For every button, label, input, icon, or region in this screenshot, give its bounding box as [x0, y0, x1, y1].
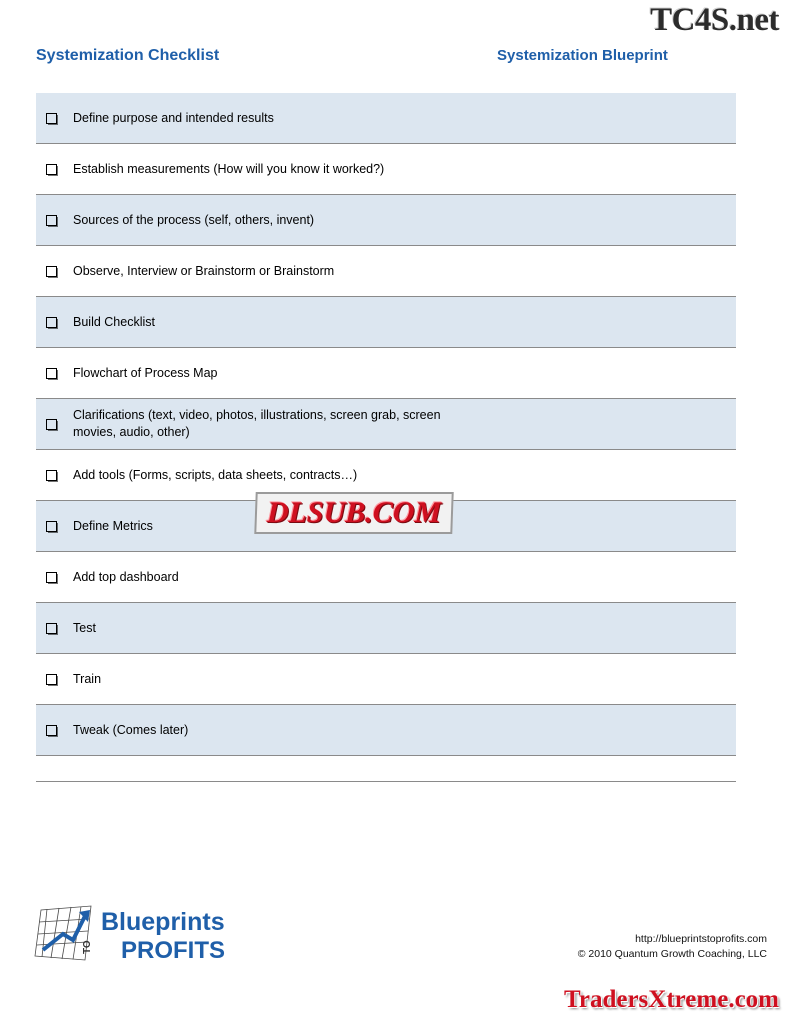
footer-copyright: © 2010 Quantum Growth Coaching, LLC [577, 948, 767, 960]
checklist-item-label: Test [73, 620, 96, 635]
table-row[interactable] [36, 93, 736, 144]
checklist-item-label: Observe, Interview or Brainstorm or Brainstorm [73, 263, 335, 278]
blueprint-cell[interactable] [459, 603, 736, 654]
checklist-item-label: Define purpose and intended results [73, 110, 274, 125]
table-row[interactable] [36, 246, 736, 297]
logo [33, 898, 258, 968]
checkbox-icon[interactable] [46, 164, 57, 175]
table-bottom-rule [36, 781, 736, 782]
checklist-item-label: Add tools (Forms, scripts, data sheets, contracts…) [73, 467, 358, 482]
blueprint-cell[interactable] [459, 144, 736, 195]
checklist-item-cell[interactable] [36, 705, 459, 756]
blueprint-cell[interactable] [459, 705, 736, 756]
checklist-item-cell[interactable] [36, 297, 459, 348]
table-row[interactable] [36, 654, 736, 705]
checkbox-icon[interactable] [46, 572, 57, 583]
checklist-table [36, 93, 736, 756]
checklist-item-cell[interactable] [36, 93, 459, 144]
checkbox-icon[interactable] [46, 470, 57, 481]
blueprint-cell[interactable] [459, 501, 736, 552]
svg-text:PROFITS: PROFITS [121, 937, 226, 964]
checkbox-icon[interactable] [46, 419, 57, 430]
checklist-item-cell[interactable] [36, 144, 459, 195]
page-title-left: Systemization Checklist [36, 47, 220, 64]
checkbox-icon[interactable] [46, 521, 57, 532]
blueprint-cell[interactable] [459, 297, 736, 348]
checklist-item-cell[interactable] [36, 399, 459, 450]
center-watermark: DLSUB.COM [254, 492, 454, 534]
checklist-item-label: Define Metrics [73, 518, 153, 533]
checklist-item-cell[interactable] [36, 603, 459, 654]
blueprint-cell[interactable] [459, 93, 736, 144]
checkbox-icon[interactable] [46, 215, 57, 226]
blueprint-cell[interactable] [459, 552, 736, 603]
checklist-item-label: Sources of the process (self, others, invent) [73, 212, 315, 227]
blueprint-cell[interactable] [459, 348, 736, 399]
checklist-item-cell[interactable] [36, 246, 459, 297]
bottom-watermark: TradersXtreme.com [564, 986, 779, 1013]
table-row[interactable] [36, 603, 736, 654]
blueprint-cell[interactable] [459, 399, 736, 450]
top-watermark: TC4S.net [650, 2, 779, 38]
blueprint-cell[interactable] [459, 654, 736, 705]
checklist-item-cell[interactable] [36, 195, 459, 246]
checklist-item-label: Flowchart of Process Map [73, 365, 218, 380]
checkbox-icon[interactable] [46, 266, 57, 277]
page-title-right: Systemization Blueprint [497, 47, 668, 64]
svg-text:Blueprints: Blueprints [101, 908, 225, 936]
svg-text:TO: TO [82, 940, 93, 954]
footer-website[interactable]: http://blueprintstoprofits.com [635, 933, 767, 945]
checklist-item-label: Train [73, 671, 102, 686]
checkbox-icon[interactable] [46, 113, 57, 124]
table-row[interactable] [36, 144, 736, 195]
checklist-item-cell[interactable] [36, 348, 459, 399]
table-row[interactable] [36, 552, 736, 603]
footer-text [578, 932, 767, 962]
table-row[interactable] [36, 348, 736, 399]
checklist-item-label: Establish measurements (How will you know it worked?) [73, 161, 385, 176]
blueprint-cell[interactable] [459, 195, 736, 246]
checklist-item-label: Tweak (Comes later) [73, 722, 189, 737]
table-row[interactable] [36, 399, 736, 450]
checklist-body [36, 93, 736, 756]
checklist-item-label: Build Checklist [73, 314, 155, 329]
table-row[interactable] [36, 705, 736, 756]
table-row[interactable] [36, 195, 736, 246]
checkbox-icon[interactable] [46, 623, 57, 634]
table-row[interactable] [36, 297, 736, 348]
blueprint-cell[interactable] [459, 450, 736, 501]
checklist-item-label: Add top dashboard [73, 569, 179, 584]
checklist-item-cell[interactable] [36, 654, 459, 705]
blueprint-cell[interactable] [459, 246, 736, 297]
checkbox-icon[interactable] [46, 368, 57, 379]
checklist-item-label: Clarifications (text, video, photos, illustrations, screen grab, screen movies, audio, other) [73, 408, 441, 439]
checkbox-icon[interactable] [46, 725, 57, 736]
checklist-item-cell[interactable] [36, 552, 459, 603]
heading-row [0, 47, 791, 75]
checkbox-icon[interactable] [46, 674, 57, 685]
checkbox-icon[interactable] [46, 317, 57, 328]
